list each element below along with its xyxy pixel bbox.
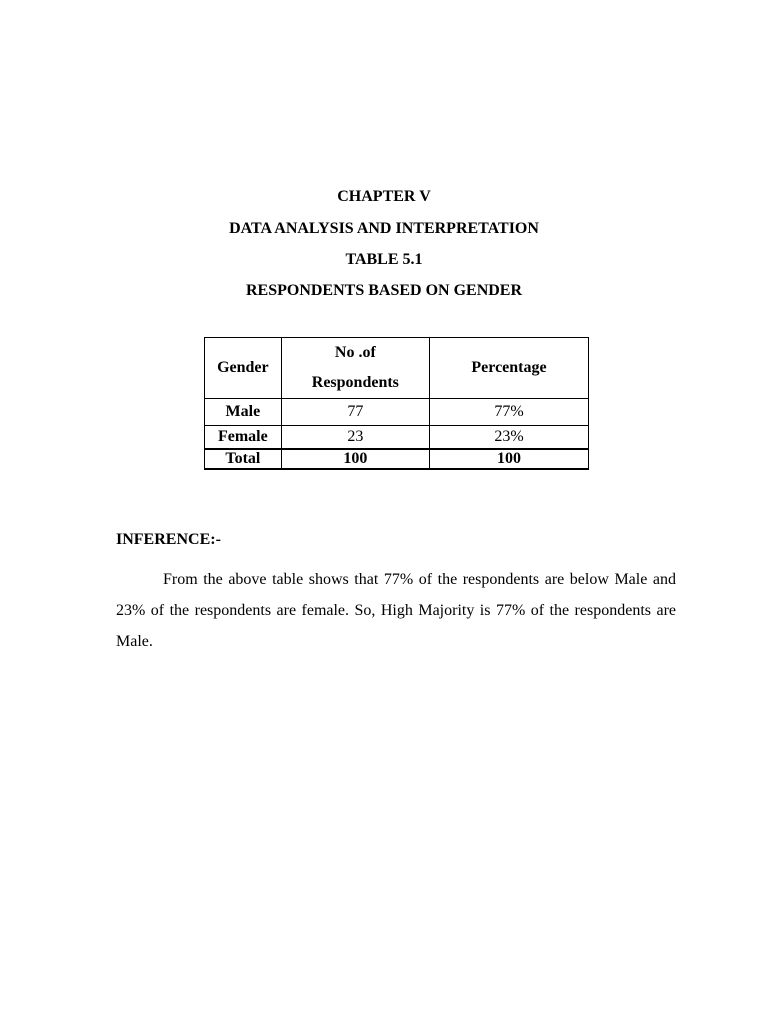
table-caption: RESPONDENTS BASED ON GENDER	[245, 282, 523, 299]
inference-heading: INFERENCE:-	[116, 531, 221, 548]
cell-count: 100	[281, 449, 429, 469]
header-respondents	[281, 338, 429, 399]
cell-count: 77	[281, 399, 429, 426]
table-number: TABLE 5.1	[345, 251, 423, 268]
gender-table	[204, 337, 589, 470]
cell-count: 23	[281, 426, 429, 450]
cell-percentage: 100	[429, 449, 588, 469]
header-percentage: Percentage	[429, 338, 588, 399]
header-respondents-line2: Respondents	[311, 374, 399, 391]
header-respondents-line1: No .of	[334, 344, 376, 361]
header-gender: Gender	[205, 338, 282, 399]
table-row	[205, 399, 589, 426]
inference-paragraph: From the above table shows that 77% of the respondents are below Male and 23% of the respondents are female. So, High Majority is 77% of the respondents are Male.	[116, 571, 676, 650]
table-row	[205, 426, 589, 450]
table-header-row	[205, 338, 589, 399]
section-title: DATA ANALYSIS AND INTERPRETATION	[229, 220, 539, 237]
cell-gender: Total	[205, 449, 282, 469]
cell-gender: Female	[205, 426, 282, 450]
table-total-row	[205, 449, 589, 469]
cell-percentage: 77%	[429, 399, 588, 426]
chapter-title: CHAPTER V	[337, 188, 431, 205]
cell-percentage: 23%	[429, 426, 588, 450]
cell-gender: Male	[205, 399, 282, 426]
